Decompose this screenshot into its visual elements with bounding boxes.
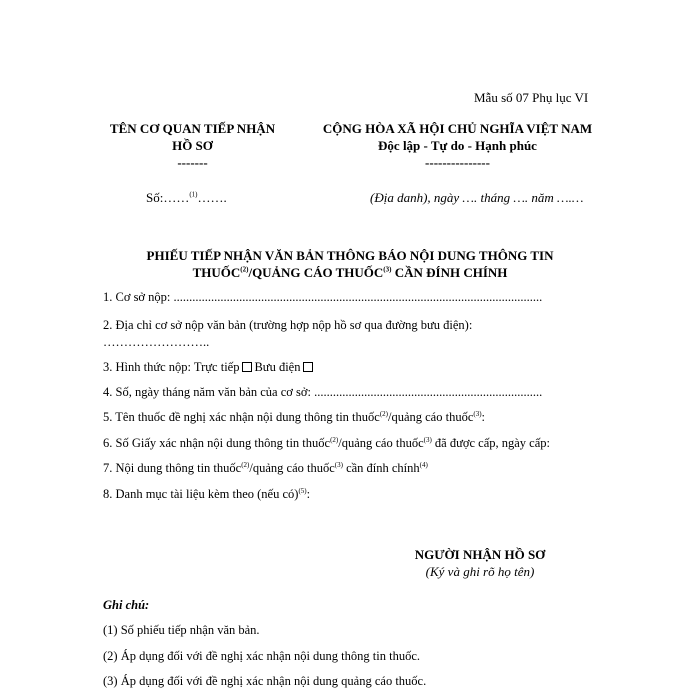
document-number: Số:……$^{(1)}$…….: [146, 190, 227, 205]
note-3: (3) Áp dụng đối với đề nghị xác nhận nội dung quảng cáo thuốc.: [103, 674, 427, 688]
item-2-address: 2. Địa chỉ cơ sở nộp văn bản (trường hợp nộp hồ sơ qua đường bưu điện):: [103, 318, 473, 332]
national-divider: ---------------: [425, 155, 490, 170]
agency-divider: -------: [177, 155, 208, 170]
note-2: (2) Áp dụng đối với đề nghị xác nhận nội dung thông tin thuốc.: [103, 649, 420, 663]
receiver-title: NGƯỜI NHẬN HỒ SƠ: [414, 547, 546, 562]
item-8-attachments: 8. Danh mục tài liệu kèm theo (nếu có)$^{(5)}$:: [103, 486, 311, 501]
item-3-submission-method: 3. Hình thức nộp: Trực tiếp Bưu điện: [103, 360, 315, 375]
form-code: Mẫu số 07 Phụ lục VI: [474, 90, 589, 105]
item-4-document-number: 4. Số, ngày tháng năm văn bản của cơ sở: .........................................................................: [103, 385, 543, 399]
form-title-line2: THUỐC$^{(2)}$/QUẢNG CÁO THUỐC$^{(3)}$ CẦN ĐÍNH CHÍNH: [192, 265, 508, 280]
postal-checkbox[interactable]: [303, 362, 313, 372]
national-motto: Độc lập - Tự do - Hạnh phúc: [378, 138, 537, 153]
direct-checkbox[interactable]: [242, 362, 252, 372]
agency-name-line1: TÊN CƠ QUAN TIẾP NHẬN: [109, 121, 276, 136]
item-1-submitter: 1. Cơ sở nộp: ......................................................................................................................: [103, 290, 543, 304]
item-7-content: 7. Nội dung thông tin thuốc$^{(2)}$/quảng cáo thuốc$^{(3)}$ cần đính chính$^{(4)}$: [103, 460, 428, 475]
item-2-address-blank: ……………………..: [103, 335, 210, 349]
item-6-certificate: 6. Số Giấy xác nhận nội dung thông tin thuốc$^{(2)}$/quảng cáo thuốc$^{(3)}$ đã được cấp, ngày cấp:: [103, 435, 550, 450]
receiver-sign-hint: (Ký và ghi rõ họ tên): [425, 564, 535, 579]
place-date: (Địa danh), ngày …. tháng …. năm ….…: [370, 190, 584, 205]
item-5-drug-name: 5. Tên thuốc đề nghị xác nhận nội dung thông tin thuốc$^{(2)}$/quảng cáo thuốc$^{(3)}$:: [103, 409, 486, 424]
form-title-line1: PHIẾU TIẾP NHẬN VĂN BẢN THÔNG BÁO NỘI DUNG THÔNG TIN: [146, 248, 554, 263]
notes-heading: Ghi chú:: [103, 598, 150, 612]
national-title: CỘNG HÒA XÃ HỘI CHỦ NGHĨA VIỆT NAM: [322, 121, 593, 136]
agency-name-line2: HỒ SƠ: [172, 138, 213, 153]
note-1: (1) Số phiếu tiếp nhận văn bản.: [103, 623, 260, 637]
